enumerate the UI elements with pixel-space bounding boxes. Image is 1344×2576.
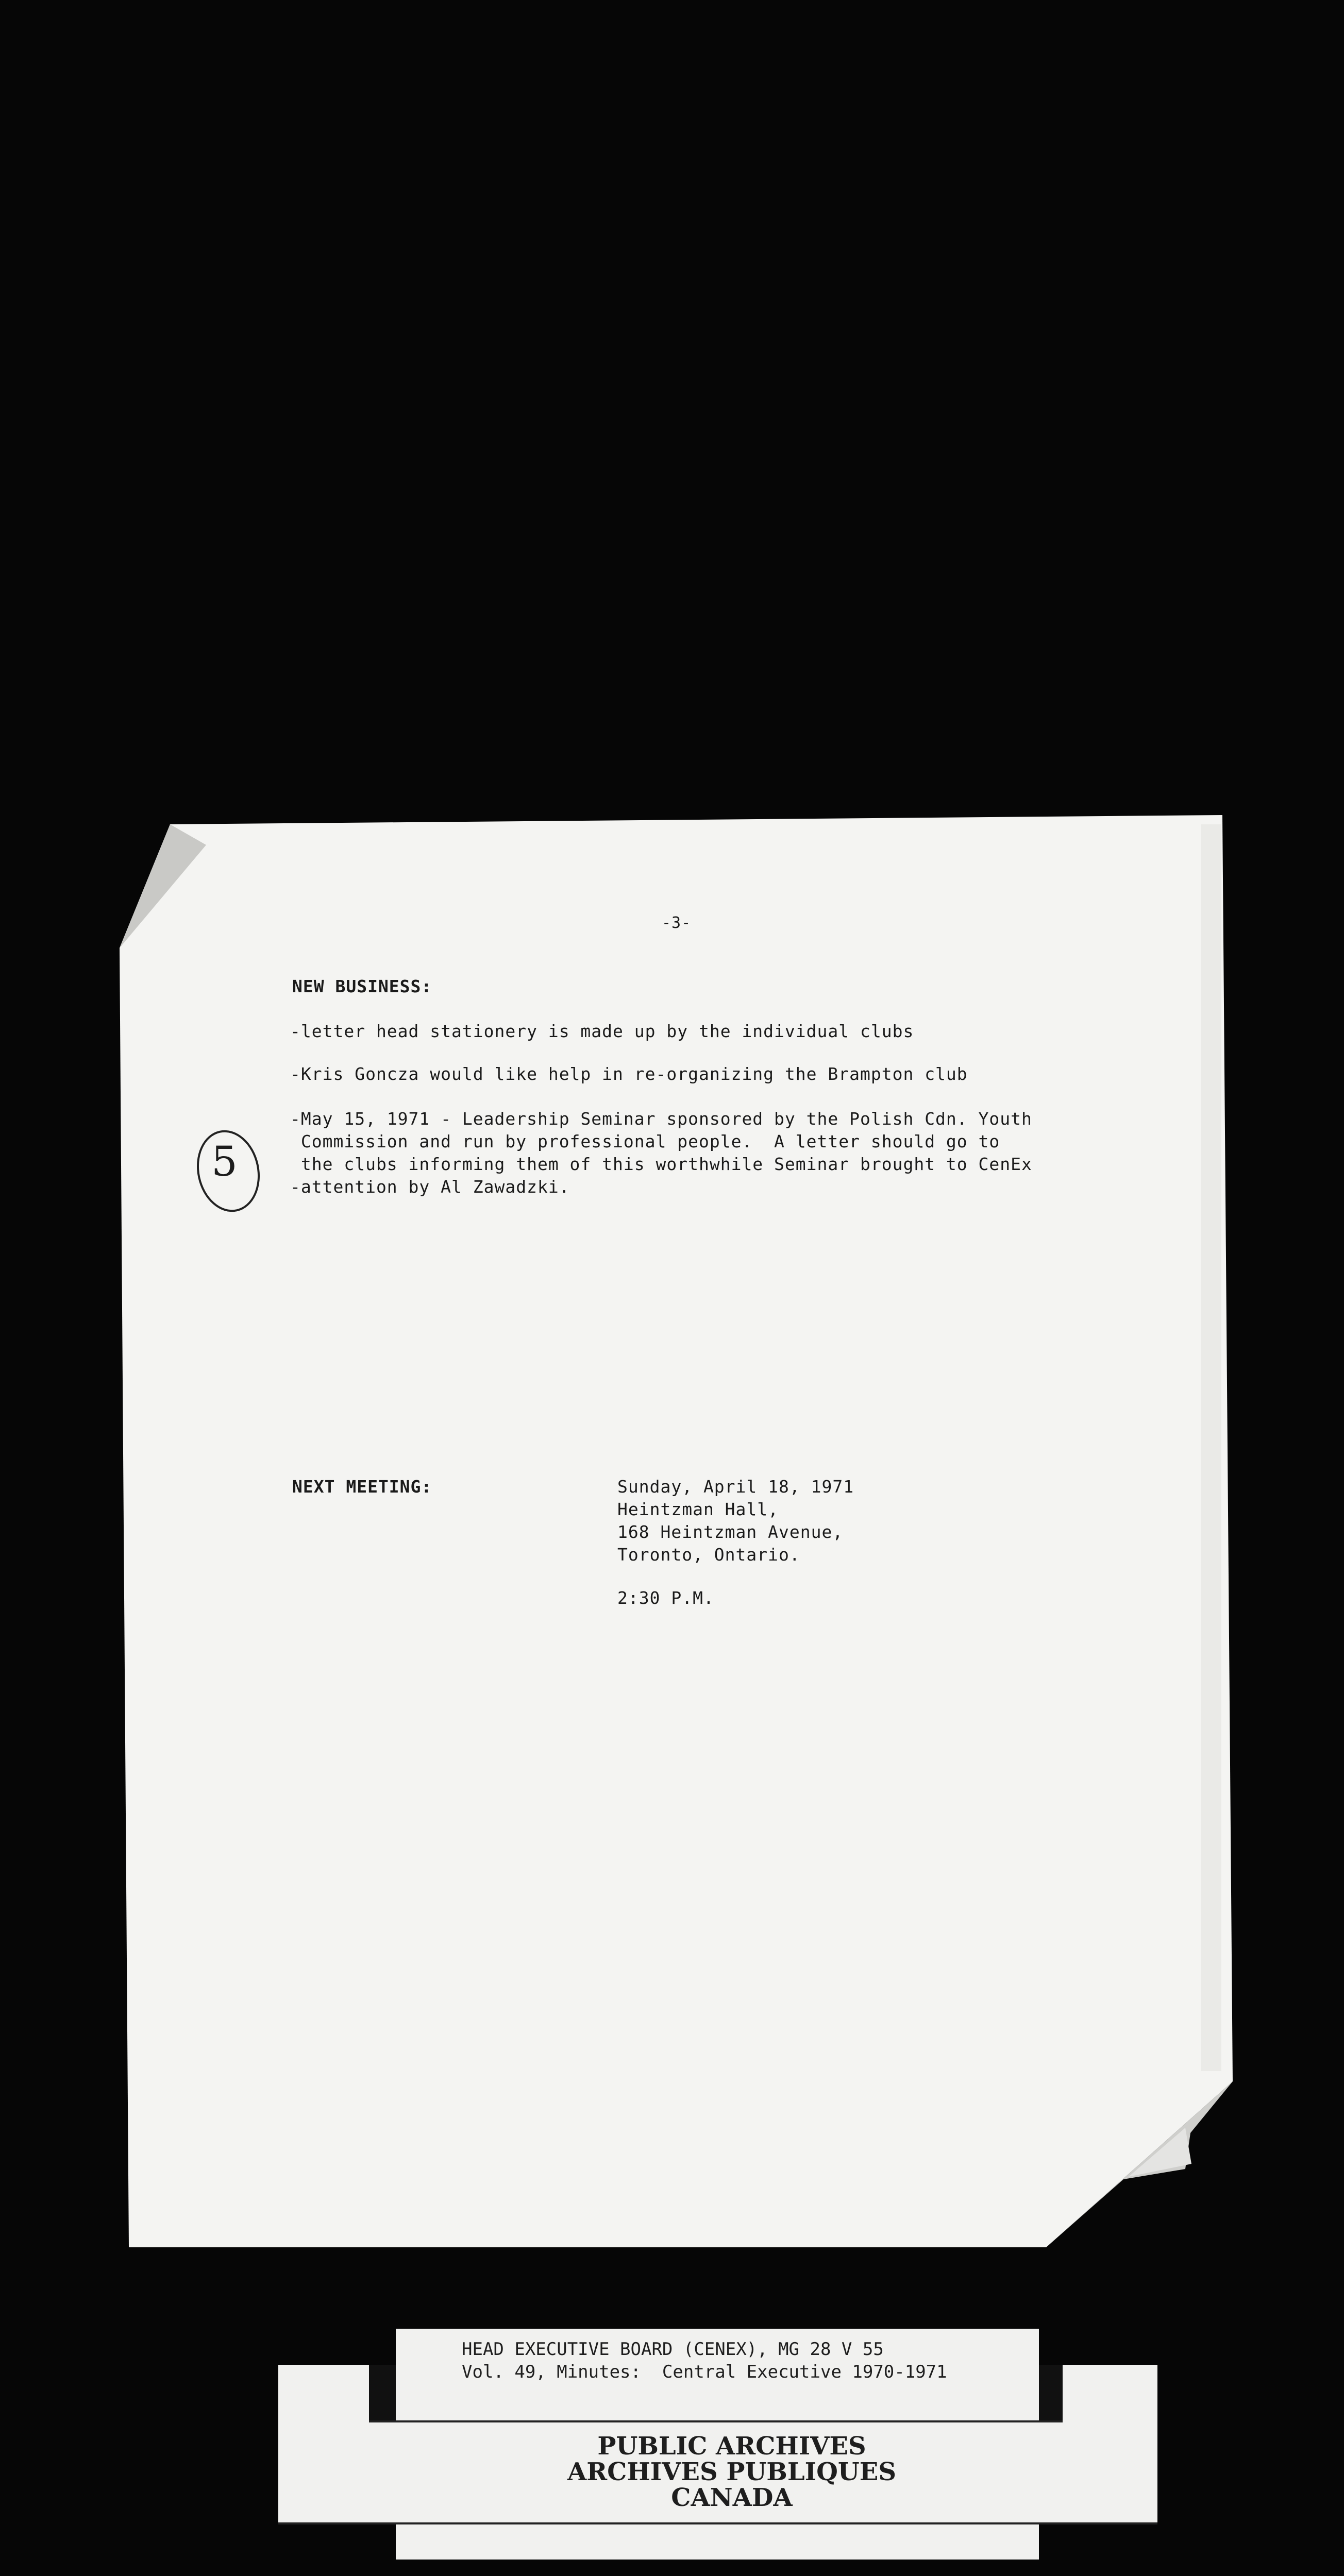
new-business-item: -letter head stationery is made up by the individual clubs (290, 1021, 914, 1041)
next-meeting-heading: NEXT MEETING: (292, 1477, 432, 1497)
new-business-item-continued: -attention by Al Zawadzki. (290, 1177, 570, 1197)
archive-reference-line: HEAD EXECUTIVE BOARD (CENEX), MG 28 V 55 (462, 2339, 884, 2360)
new-business-item-continued: Commission and run by professional people. A letter should go to (290, 1131, 1000, 1151)
archive-stamp-english: PUBLIC ARCHIVES (597, 2432, 866, 2461)
archive-stamp-country: CANADA (671, 2483, 793, 2512)
new-business-heading: NEW BUSINESS: (292, 976, 432, 996)
page-number: -3- (662, 914, 692, 932)
new-business-item: -Kris Goncza would like help in re-organizing the Brampton club (290, 1064, 968, 1084)
archive-volume-line: Vol. 49, Minutes: Central Executive 1970-1971 (462, 2362, 947, 2382)
meeting-address: 168 Heintzman Avenue, (617, 1522, 844, 1542)
meeting-city: Toronto, Ontario. (617, 1545, 800, 1565)
meeting-venue: Heintzman Hall, (617, 1499, 779, 1519)
meeting-time: 2:30 P.M. (617, 1588, 714, 1608)
handwritten-margin-number: 5 (211, 1138, 238, 1185)
paper-edge-shade (1201, 824, 1221, 2071)
label-notch-right (1039, 2365, 1063, 2421)
archive-stamp-french: ARCHIVES PUBLIQUES (567, 2458, 896, 2486)
new-business-item: -May 15, 1971 - Leadership Seminar sponsored by the Polish Cdn. Youth (290, 1109, 1032, 1129)
label-notch-left (369, 2365, 396, 2421)
new-business-item-continued: the clubs informing them of this worthwhile Seminar brought to CenEx (290, 1154, 1032, 1174)
meeting-date: Sunday, April 18, 1971 (617, 1477, 854, 1497)
